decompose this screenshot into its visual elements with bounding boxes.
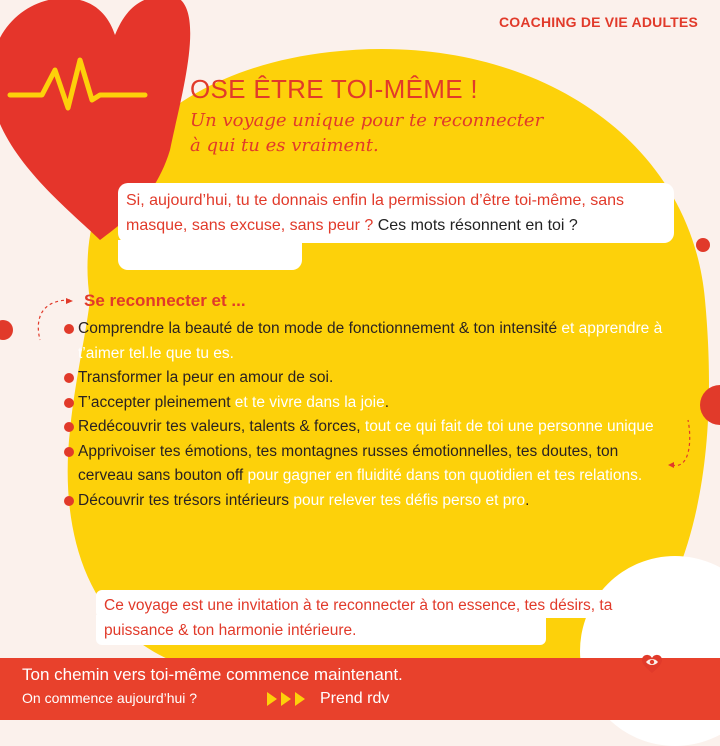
heart-logo-icon — [640, 652, 664, 676]
subtitle-line: à qui tu es vraiment. — [190, 135, 379, 156]
item-highlight: et te vivre dans la joie — [230, 393, 385, 411]
list-item — [64, 366, 664, 391]
item-end: . — [525, 491, 530, 509]
section-heading: Se reconnecter et ... — [84, 291, 246, 310]
item-end: . — [384, 393, 390, 411]
footer-question: On commence aujourd’hui ? — [22, 690, 198, 706]
list-item — [64, 391, 664, 416]
item-text: Apprivoiser tes émotions, tes montagnes russes émotionnelles, tes doutes, ton cerveau sans bouton off — [78, 442, 619, 484]
bullet-icon — [64, 373, 74, 383]
question-red: Si, aujourd’hui, tu te donnais enfin la permission d’être toi-même, sans masque, sans excuse, sans peur ? — [126, 192, 625, 234]
list-item — [64, 415, 664, 440]
item-text: Comprendre la beauté de ton mode de fonctionnement & ton intensité — [78, 320, 558, 337]
bullet-icon — [64, 422, 74, 432]
page-title: OSE ÊTRE TOI-MÊME ! — [190, 74, 478, 104]
item-highlight: tout ce qui fait de toi une personne unique — [360, 418, 654, 435]
question-text — [126, 188, 674, 238]
page-subtitle — [190, 108, 610, 158]
footer-headline: Ton chemin vers toi-même commence maintenant. — [22, 665, 403, 684]
bullet-icon — [64, 398, 74, 408]
triple-chevron-icon — [265, 689, 315, 709]
decor-dot — [696, 238, 710, 252]
item-text: Redécouvrir tes valeurs, talents & forces, — [78, 418, 361, 435]
decor-dot — [0, 320, 13, 340]
item-highlight: pour gagner en fluidité dans ton quotidien et tes relations. — [243, 467, 643, 484]
question-dark: Ces mots résonnent en toi ? — [373, 217, 578, 234]
item-text: Découvrir tes trésors intérieurs — [78, 491, 290, 509]
invitation-text: Ce voyage est une invitation à te reconnecter à ton essence, tes désirs, ta puissance & ton harmonie intérieure. — [104, 597, 613, 639]
question-box-tail — [118, 240, 302, 270]
category-tag: COACHING DE VIE ADULTES — [498, 14, 698, 30]
list-item — [64, 440, 664, 489]
decor-arrowhead — [66, 298, 73, 304]
bullet-icon — [64, 496, 74, 506]
item-text: Transformer la peur en amour de soi. — [78, 369, 334, 386]
list-item — [64, 489, 664, 514]
subtitle-line: Un voyage unique pour te reconnecter — [190, 110, 544, 131]
item-highlight: et apprendre à t’aimer tel.le que tu es. — [78, 320, 663, 362]
bullet-icon — [64, 324, 74, 334]
benefit-list — [64, 317, 664, 513]
item-highlight: pour relever tes défis perso et pro — [289, 491, 526, 509]
list-item — [64, 317, 664, 366]
item-text: T’accepter pleinement — [78, 393, 231, 411]
bullet-icon — [64, 447, 74, 457]
book-appointment-link[interactable]: Prend rdv — [320, 690, 390, 707]
